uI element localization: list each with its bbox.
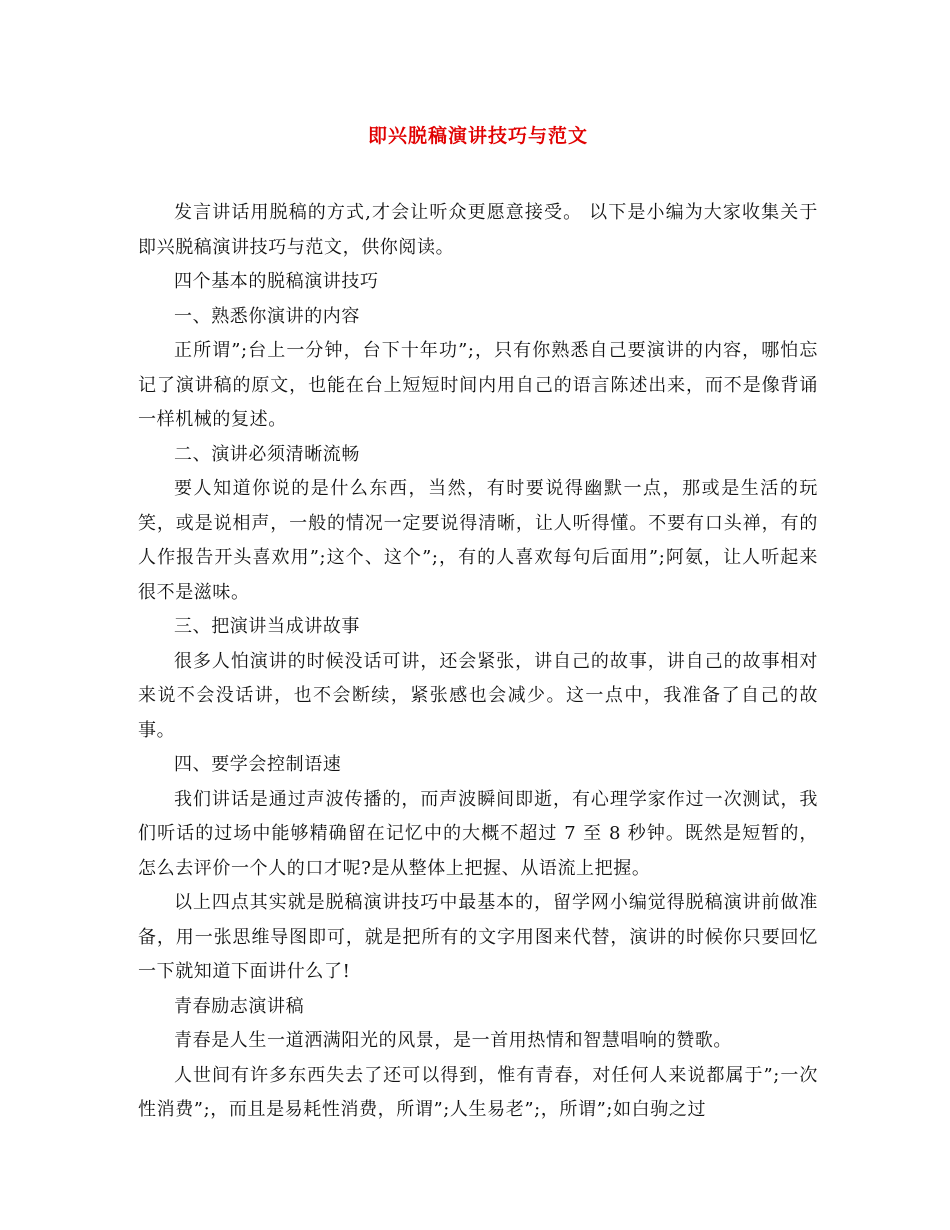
heading-tip-2: 二、演讲必须清晰流畅 <box>174 443 360 465</box>
paragraph-tip-3: 很多人怕演讲的时候没话可讲，还会紧张，讲自己的故事，讲自己的故事相对来说不会没话讲，也不会断续，紧张感也会减少。这一点中，我准备了自己的故事。 <box>138 650 818 741</box>
paragraph-tip-4: 我们讲话是通过声波传播的，而声波瞬间即逝，有心理学家作过一次测试，我们听话的过场中能够精确留在记忆中的大概不超过 7 至 8 秒钟。既然是短暂的，怎么去评价一个人的口才呢?是从整体上把握、从语流上把握。 <box>138 788 818 879</box>
section-heading-speech: 青春励志演讲稿 <box>174 995 305 1017</box>
paragraph-intro: 发言讲话用脱稿的方式,才会让听众更愿意接受。 以下是小编为大家收集关于即兴脱稿演讲技巧与范文，供你阅读。 <box>138 202 818 258</box>
document-title: 即兴脱稿演讲技巧与范文 <box>367 125 588 147</box>
paragraph-speech-2: 人世间有许多东西失去了还可以得到，惟有青春，对任何人来说都属于”;一次性消费”;，而且是易耗性消费，所谓”;人生易老”;，所谓”;如白驹之过 <box>138 1064 818 1120</box>
document-page <box>138 118 818 1128</box>
paragraph-tip-1: 正所谓”;台上一分钟，台下十年功”;，只有你熟悉自己要演讲的内容，哪怕忘记了演讲稿的原文，也能在台上短短时间内用自己的语言陈述出来，而不是像背诵一样机械的复述。 <box>138 340 818 430</box>
heading-tip-4: 四、要学会控制语速 <box>174 754 342 775</box>
paragraph-summary: 以上四点其实就是脱稿演讲技巧中最基本的，留学网小编觉得脱稿演讲前做准备，用一张思维导图即可，就是把所有的文字用图来代替，演讲的时候你只要回忆一下就知道下面讲什么了! <box>138 892 818 982</box>
paragraph-tip-2: 要人知道你说的是什么东西，当然，有时要说得幽默一点，那或是生活的玩笑，或是说相声，一般的情况一定要说得清晰，让人听得懂。不要有口头禅，有的人作报告开头喜欢用”;这个、这个”;，有的人喜欢每句后面用”;阿氨，让人听起来很不是滋味。 <box>138 478 818 603</box>
heading-tip-3: 三、把演讲当成讲故事 <box>174 616 360 637</box>
heading-tip-1: 一、熟悉你演讲的内容 <box>174 305 360 327</box>
paragraph-speech-1: 青春是人生一道洒满阳光的风景，是一首用热情和智慧唱响的赞歌。 <box>174 1030 732 1051</box>
section-heading-techniques: 四个基本的脱稿演讲技巧 <box>174 271 379 292</box>
